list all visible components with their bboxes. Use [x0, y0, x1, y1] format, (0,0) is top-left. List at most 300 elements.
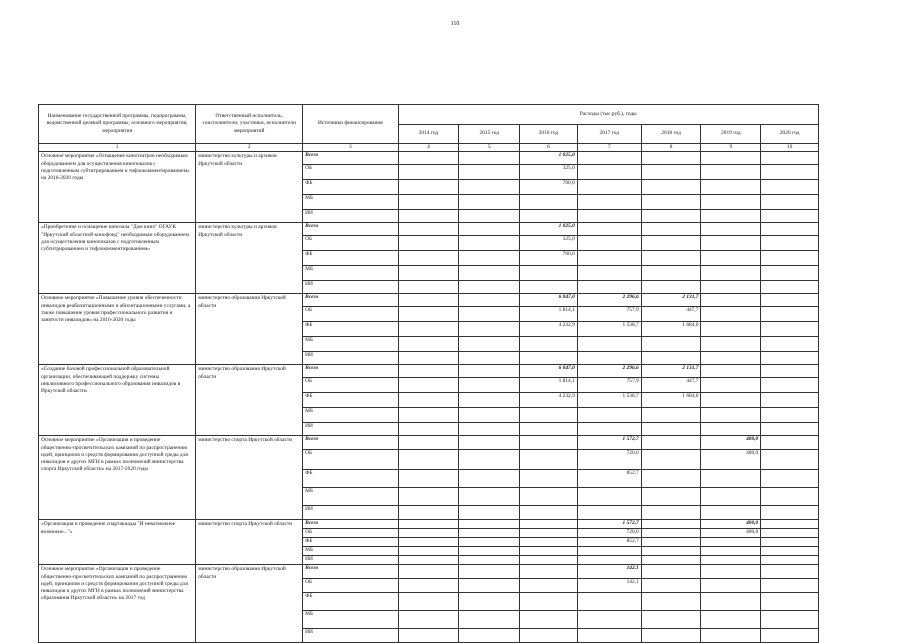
expense-cell [398, 506, 459, 520]
expense-cell [641, 436, 701, 450]
expense-cell: 6 047,0 [520, 294, 578, 307]
expense-cell [761, 378, 819, 393]
header-year: 2020 год [761, 125, 819, 144]
expense-cell [459, 165, 520, 180]
expense-cell: 4 232,9 [520, 322, 578, 337]
expense-cell [398, 408, 459, 423]
expense-cell: 400,0 [701, 520, 761, 529]
column-number: 6 [520, 144, 578, 152]
expense-cell [761, 470, 819, 488]
expense-cell: 4 232,9 [520, 393, 578, 408]
expense-cell: 1 684,0 [641, 322, 701, 337]
expense-cell [641, 547, 701, 556]
measure-name: Основное мероприятие «Повышение уровня обеспеченности инвалидов реабилитационными и абилитационными услугами, а также повышение уровня профессионального развития и занятости инвалидов» на 2016-2020 годы [39, 294, 196, 365]
expense-cell [398, 423, 459, 436]
expense-cell [577, 152, 641, 165]
expense-cell [761, 294, 819, 307]
expense-cell [520, 556, 578, 565]
expense-cell [761, 236, 819, 251]
expense-cell [761, 423, 819, 436]
expense-cell [398, 436, 459, 450]
expense-cell [459, 565, 520, 579]
header-year: 2016 год [520, 125, 578, 144]
expense-cell: 1 684,0 [641, 393, 701, 408]
expense-cell [459, 506, 520, 520]
page-number: 110 [450, 21, 460, 27]
expense-cell [641, 470, 701, 488]
table-row [39, 152, 819, 165]
expense-cell [577, 165, 641, 180]
funding-source: ОБ [303, 529, 398, 538]
column-number: 7 [577, 144, 641, 152]
expense-cell [520, 488, 578, 506]
expense-cell [459, 180, 520, 195]
funding-source: ОБ [303, 236, 398, 251]
expense-cell [398, 165, 459, 180]
expense-cell [459, 611, 520, 629]
expense-cell [641, 629, 701, 643]
expense-cell [398, 565, 459, 579]
expense-cell [641, 210, 701, 223]
expense-cell: 447,7 [641, 378, 701, 393]
expense-cell [701, 488, 761, 506]
expense-cell [761, 520, 819, 529]
expense-cell [520, 408, 578, 423]
expense-cell [701, 547, 761, 556]
table-row [39, 223, 819, 236]
expense-cell [761, 629, 819, 643]
column-number: 5 [459, 144, 520, 152]
measure-name: Основное мероприятие «Организация и проведение общественно-просветительских кампаний по распространению идей, принципов и средств формирования доступной среды для инвалидов и других МГН в рамках полномочий министерства образования Иркутской области» на 2017 год [39, 565, 196, 643]
expense-cell [398, 547, 459, 556]
expense-cell [398, 470, 459, 488]
expense-cell [398, 556, 459, 565]
expense-cell [577, 556, 641, 565]
expense-cell [577, 210, 641, 223]
expense-cell [701, 322, 761, 337]
expense-cell [459, 593, 520, 611]
expense-cell [520, 529, 578, 538]
funding-source: Всего [303, 436, 398, 450]
expense-cell [641, 352, 701, 365]
expense-cell [701, 266, 761, 281]
expense-cell [459, 322, 520, 337]
expense-cell [701, 565, 761, 579]
expense-cell: 325,0 [520, 236, 578, 251]
column-number: 4 [398, 144, 459, 152]
expense-cell [398, 520, 459, 529]
column-number: 10 [761, 144, 819, 152]
expense-cell [398, 281, 459, 294]
expense-cell [398, 210, 459, 223]
expense-cell [701, 223, 761, 236]
expense-cell [520, 352, 578, 365]
expense-cell [398, 629, 459, 643]
measure-name: «Организация и проведение спартакиады "И невозможное возможно..."» [39, 520, 196, 565]
funding-source: ИИ [303, 352, 398, 365]
expense-cell [459, 629, 520, 643]
expense-cell [398, 352, 459, 365]
expense-cell [459, 307, 520, 322]
expense-cell [761, 408, 819, 423]
expense-cell [641, 180, 701, 195]
measure-executor: министерство образования Иркутской области [196, 365, 303, 436]
expense-cell [761, 165, 819, 180]
funding-source: ИИ [303, 423, 398, 436]
expense-cell [459, 195, 520, 210]
expense-cell [641, 165, 701, 180]
expense-cell [641, 529, 701, 538]
expense-cell [761, 365, 819, 378]
expense-cell [520, 579, 578, 593]
expense-cell [577, 251, 641, 266]
expense-cell [398, 251, 459, 266]
expense-cell [459, 266, 520, 281]
expense-cell [577, 593, 641, 611]
expense-cell [641, 337, 701, 352]
funding-source: ИИ [303, 281, 398, 294]
expense-cell [761, 266, 819, 281]
measure-executor: министерство образования Иркутской области [196, 565, 303, 643]
expense-cell [459, 423, 520, 436]
table-row [39, 436, 819, 450]
expense-cell [577, 423, 641, 436]
expense-cell [701, 470, 761, 488]
expense-cell: 2 131,7 [641, 294, 701, 307]
header-year: 2019 год [701, 125, 761, 144]
expense-cell [701, 281, 761, 294]
expense-cell [459, 436, 520, 450]
expense-cell [398, 322, 459, 337]
expense-cell [459, 408, 520, 423]
funding-source: ОБ [303, 450, 398, 470]
expense-cell: 400,0 [701, 450, 761, 470]
expense-cell [641, 195, 701, 210]
funding-source: МБ [303, 611, 398, 629]
expense-cell [459, 556, 520, 565]
expense-cell [459, 281, 520, 294]
expense-cell [459, 152, 520, 165]
expense-cell: 400,0 [701, 436, 761, 450]
expense-cell: 1 572,7 [577, 436, 641, 450]
expense-cell [701, 556, 761, 565]
funding-source: МБ [303, 195, 398, 210]
expense-cell [459, 470, 520, 488]
expense-cell [761, 223, 819, 236]
funding-source: МБ [303, 337, 398, 352]
expense-cell [761, 281, 819, 294]
expense-cell [459, 538, 520, 547]
expense-cell [701, 236, 761, 251]
expense-cell [701, 393, 761, 408]
expense-cell [701, 506, 761, 520]
expense-cell [761, 337, 819, 352]
expense-cell [459, 223, 520, 236]
expense-cell [459, 488, 520, 506]
expense-cell [459, 210, 520, 223]
expense-cell [641, 281, 701, 294]
expense-cell [577, 195, 641, 210]
expense-cell [459, 352, 520, 365]
expense-cell: 852,7 [577, 470, 641, 488]
expense-cell [701, 180, 761, 195]
expense-cell [761, 547, 819, 556]
expense-cell [577, 488, 641, 506]
expense-cell [459, 547, 520, 556]
expense-cell [761, 436, 819, 450]
measure-executor: министерство спорта Иркутской области [196, 436, 303, 520]
expense-cell: 720,0 [577, 529, 641, 538]
header-expenses: Расходы (тыс.руб.), годы [398, 105, 818, 125]
table-row [39, 520, 819, 529]
expense-cell [761, 352, 819, 365]
funding-source: Всего [303, 365, 398, 378]
expense-cell [701, 210, 761, 223]
expense-cell [520, 565, 578, 579]
expense-cell [761, 152, 819, 165]
expense-cell [761, 180, 819, 195]
expense-cell [577, 506, 641, 520]
expense-cell [520, 547, 578, 556]
expense-cell [459, 529, 520, 538]
expense-cell [398, 593, 459, 611]
expense-cell [701, 629, 761, 643]
expense-cell [459, 337, 520, 352]
expense-cell [701, 408, 761, 423]
funding-source: ФБ [303, 393, 398, 408]
expense-cell [761, 529, 819, 538]
expense-cell [761, 506, 819, 520]
measure-executor: министерство образования Иркутской области [196, 294, 303, 365]
funding-source: ФБ [303, 538, 398, 547]
expense-cell: 2 131,7 [641, 365, 701, 378]
expense-cell [701, 423, 761, 436]
expense-cell: 700,0 [520, 251, 578, 266]
expense-cell [761, 488, 819, 506]
header-year: 2014 год [398, 125, 459, 144]
column-number: 8 [641, 144, 701, 152]
expense-cell: 447,7 [641, 307, 701, 322]
expense-cell: 6 047,0 [520, 365, 578, 378]
expense-cell: 1 814,1 [520, 378, 578, 393]
expense-cell [398, 393, 459, 408]
expense-cell [761, 579, 819, 593]
expense-cell [641, 538, 701, 547]
measure-executor: министерство культуры и архивов Иркутской области [196, 223, 303, 294]
expense-cell [520, 337, 578, 352]
expense-cell [520, 423, 578, 436]
expense-cell [520, 470, 578, 488]
expense-cell [398, 180, 459, 195]
expense-cell [459, 294, 520, 307]
expense-cell [761, 538, 819, 547]
funding-source: ОБ [303, 378, 398, 393]
expense-cell [577, 408, 641, 423]
expense-cell: 1 814,1 [520, 307, 578, 322]
expenses-table [38, 104, 819, 643]
expense-cell [459, 251, 520, 266]
expense-cell: 142,1 [577, 579, 641, 593]
funding-source: ФБ [303, 322, 398, 337]
expense-cell [577, 337, 641, 352]
expense-cell [701, 165, 761, 180]
expense-cell [398, 450, 459, 470]
column-number: 2 [196, 144, 303, 152]
funding-source: ФБ [303, 470, 398, 488]
funding-source: Всего [303, 294, 398, 307]
expense-cell: 1 538,7 [577, 393, 641, 408]
header-source: Источники финансирования [303, 105, 398, 144]
measure-name: «Создание базовой профессиональной образовательной организации, обеспечивающей поддержку системы инклюзивного профессионального образования инвалидов в Иркутской области» [39, 365, 196, 436]
header-name: Наименование государственной программы, подпрограммы, ведомственной целевой программы, основного мероприятия, мероприятия [39, 105, 196, 144]
expense-cell: 400,0 [701, 529, 761, 538]
expense-cell [398, 307, 459, 322]
expense-cell [701, 294, 761, 307]
expense-cell [641, 565, 701, 579]
measure-executor: министерство спорта Иркутской области [196, 520, 303, 565]
expense-cell [398, 337, 459, 352]
funding-source: МБ [303, 266, 398, 281]
expense-cell: 700,0 [520, 180, 578, 195]
expense-cell [761, 565, 819, 579]
expense-cell [701, 307, 761, 322]
funding-source: МБ [303, 547, 398, 556]
expense-cell [761, 251, 819, 266]
expense-cell [701, 251, 761, 266]
expense-cell [641, 520, 701, 529]
expense-cell [641, 423, 701, 436]
expense-cell: 1 025,0 [520, 223, 578, 236]
expense-cell: 720,0 [577, 450, 641, 470]
header-executor: Ответственный исполнитель, соисполнители, участники, исполнители мероприятий [196, 105, 303, 144]
expense-cell [701, 611, 761, 629]
expense-cell [641, 450, 701, 470]
funding-source: Всего [303, 565, 398, 579]
column-number: 1 [39, 144, 196, 152]
expense-cell [398, 611, 459, 629]
expense-cell [398, 579, 459, 593]
expense-cell [398, 488, 459, 506]
expense-cell [641, 223, 701, 236]
expense-cell [701, 579, 761, 593]
expense-cell [520, 281, 578, 294]
funding-source: Всего [303, 520, 398, 529]
funding-source: ФБ [303, 251, 398, 266]
expense-cell: 757,9 [577, 378, 641, 393]
column-number: 9 [701, 144, 761, 152]
funding-source: ФБ [303, 593, 398, 611]
expense-cell [398, 152, 459, 165]
expense-cell [577, 281, 641, 294]
expense-cell [641, 506, 701, 520]
expense-cell [641, 266, 701, 281]
expense-cell [701, 337, 761, 352]
expense-cell [520, 436, 578, 450]
expense-cell [761, 450, 819, 470]
expense-cell [701, 378, 761, 393]
expense-cell [701, 195, 761, 210]
expense-cell [520, 538, 578, 547]
expense-cell: 852,7 [577, 538, 641, 547]
column-number: 3 [303, 144, 398, 152]
expense-cell [520, 450, 578, 470]
expense-cell [520, 629, 578, 643]
expense-cell: 1 538,7 [577, 322, 641, 337]
expense-cell [398, 236, 459, 251]
expense-cell [701, 152, 761, 165]
expense-cell [641, 408, 701, 423]
expense-cell: 1 025,0 [520, 152, 578, 165]
expense-cell [761, 393, 819, 408]
expense-cell [577, 180, 641, 195]
funding-source: ИИ [303, 556, 398, 565]
expense-cell: 1 572,7 [577, 520, 641, 529]
measure-executor: министерство культуры и архивов Иркутской области [196, 152, 303, 223]
expense-cell [701, 538, 761, 547]
funding-source: ОБ [303, 307, 398, 322]
funding-source: Всего [303, 152, 398, 165]
header-year: 2017 год [577, 125, 641, 144]
expense-cell [520, 520, 578, 529]
expense-cell [577, 223, 641, 236]
funding-source: ИИ [303, 210, 398, 223]
expense-cell [701, 365, 761, 378]
expense-cell [398, 365, 459, 378]
expense-cell [459, 378, 520, 393]
funding-source: МБ [303, 408, 398, 423]
expense-cell [520, 266, 578, 281]
expense-cell [398, 294, 459, 307]
expense-cell [641, 556, 701, 565]
funding-source: ОБ [303, 165, 398, 180]
expense-cell [761, 556, 819, 565]
expense-cell [459, 236, 520, 251]
expense-cell [459, 365, 520, 378]
expense-cell: 325,0 [520, 165, 578, 180]
funding-source: ИИ [303, 506, 398, 520]
header-year: 2015 год [459, 125, 520, 144]
expense-cell [701, 593, 761, 611]
expense-cell [520, 611, 578, 629]
expense-cell [641, 488, 701, 506]
header-year: 2018 год [641, 125, 701, 144]
expense-cell [520, 210, 578, 223]
table-row [39, 365, 819, 378]
expense-cell [577, 629, 641, 643]
expense-cell [641, 593, 701, 611]
expense-cell [398, 538, 459, 547]
expense-cell [577, 236, 641, 251]
measure-name: Основное мероприятие «Оснащение кинотеатров необходимым оборудованием для осуществления кинопоказов с подготовленным субтитрированием и тифлокомментированием» на 2016-2020 годы [39, 152, 196, 223]
expense-cell [761, 611, 819, 629]
funding-source: ИИ [303, 629, 398, 643]
funding-source: МБ [303, 488, 398, 506]
expense-cell [641, 579, 701, 593]
expense-cell [641, 236, 701, 251]
expense-cell [398, 223, 459, 236]
expense-cell [398, 195, 459, 210]
expense-cell [459, 520, 520, 529]
expense-cell [520, 506, 578, 520]
expense-cell [577, 352, 641, 365]
expense-cell: 2 296,6 [577, 294, 641, 307]
expense-cell [761, 322, 819, 337]
expense-cell [398, 266, 459, 281]
expense-cell: 142,1 [577, 565, 641, 579]
expense-cell [761, 195, 819, 210]
expense-cell [701, 352, 761, 365]
expense-cell [520, 195, 578, 210]
